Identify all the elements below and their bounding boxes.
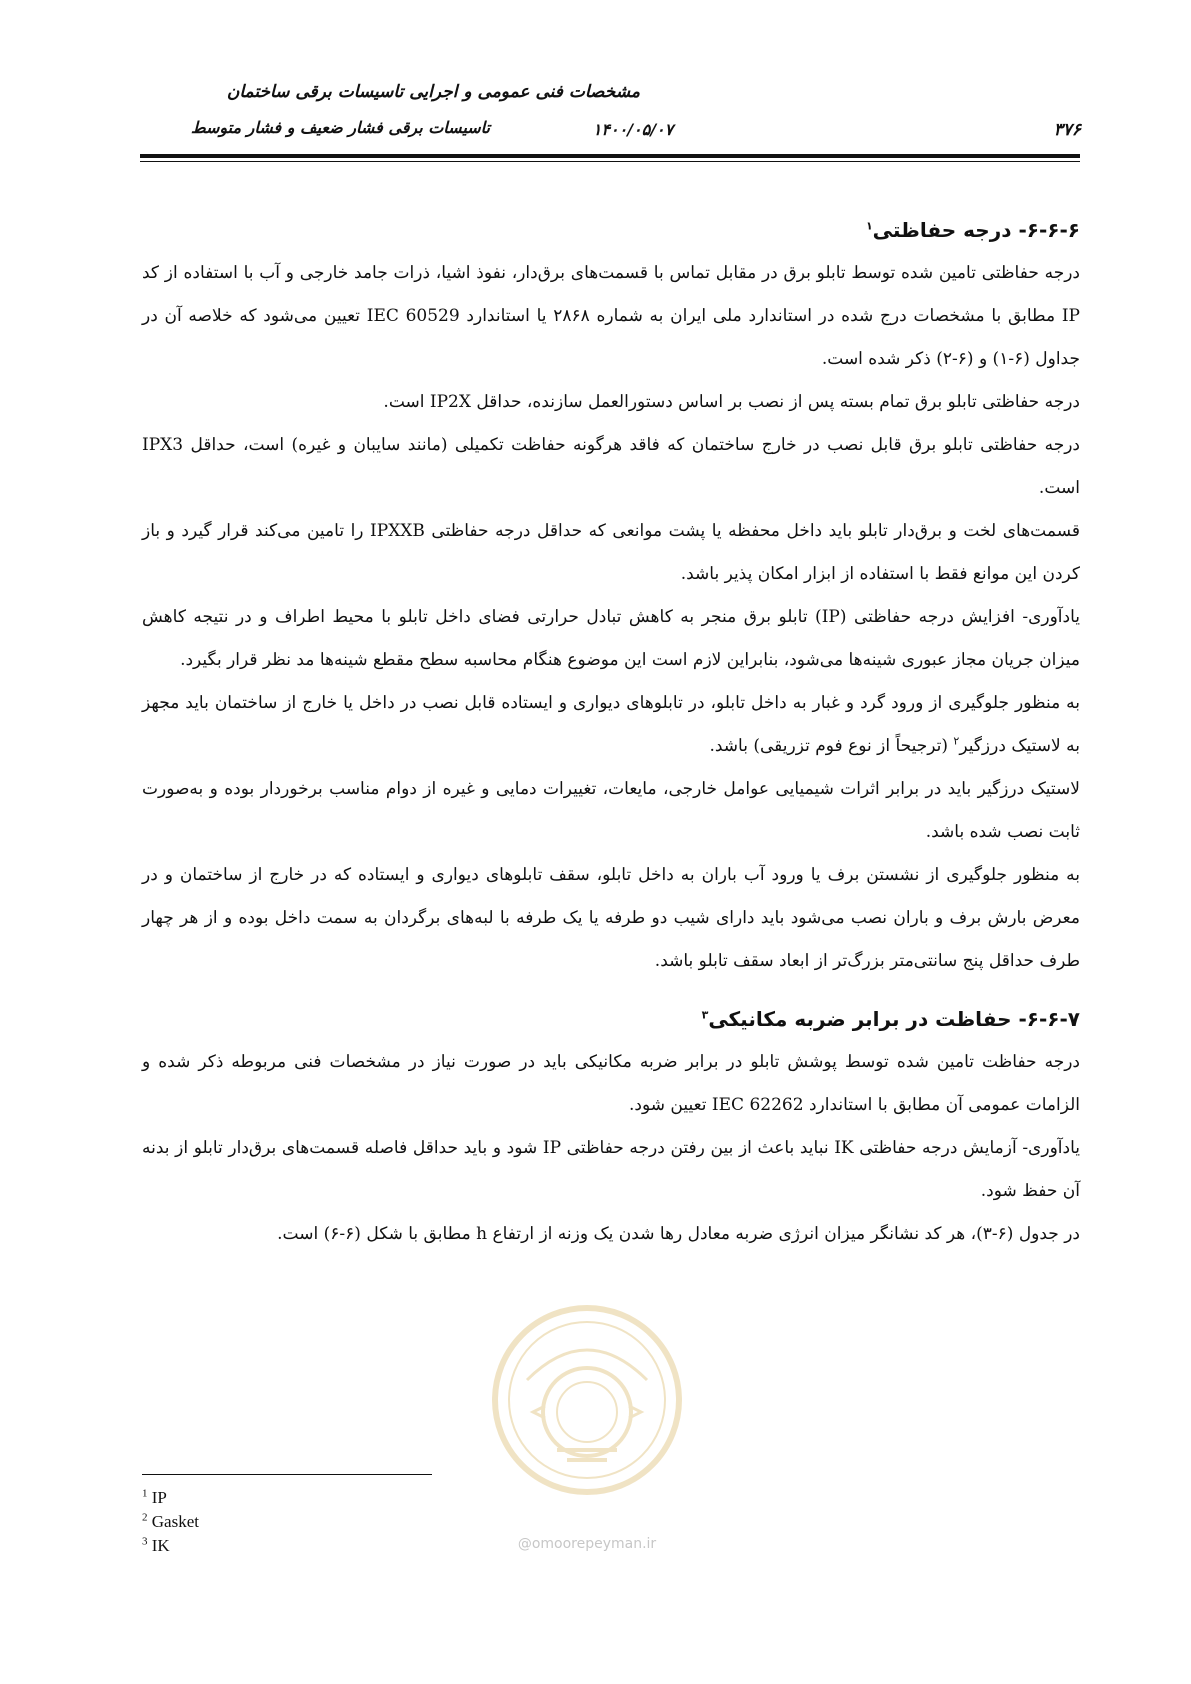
paragraph-text: به منظور جلوگیری از ورود گرد و غبار به داخل تابلو، در تابلوهای دیواری و ایستاده قابل نصب در داخل یا خارج از ساختمان باید مجهز به لاستیک درزگیر: [142, 693, 1080, 756]
footnote-item: [142, 1534, 542, 1558]
paragraph: به منظور جلوگیری از نشستن برف یا ورود آب باران به داخل تابلو، سقف تابلوهای دیواری و ایستاده که در خارج از ساختمان و در معرض بارش برف و باران نصب می‌شود باید دارای شیب دو طرفه یا یک طرفه با لبه‌های برگردان به سمت داخل بوده و از هر چهار طرف حداقل پنج سانتی‌متر بزرگ‌تر از ابعاد سقف تابلو باشد.: [142, 865, 1080, 971]
footnote-number: 2: [142, 1511, 148, 1524]
paragraph: قسمت‌های لخت و برق‌دار تابلو باید داخل محفظه یا پشت موانعی که حداقل درجه حفاظتی IPXXB را تامین می‌کند قرار گیرد و باز کردن این موانع فقط با استفاده از ابزار امکان پذیر باشد.: [142, 521, 1080, 584]
page-content: [142, 208, 1080, 1256]
paragraph: لاستیک درزگیر باید در برابر اثرات شیمیایی عوامل خارجی، مایعات، تغییرات دمایی و غیره از دوام مناسب برخوردار بوده و به‌صورت ثابت نصب شده باشد.: [142, 779, 1080, 842]
paragraph: درجه حفاظتی تابلو برق قابل نصب در خارج ساختمان که فاقد هرگونه حفاظت تکمیلی (مانند سایبان و غیره) است، حداقل IPX3 است.: [142, 435, 1080, 498]
note-paragraph: یادآوری- آزمایش درجه حفاظتی IK نباید باعث از بین رفتن درجه حفاظتی IP شود و باید حداقل فاصله قسمت‌های برق‌دار تابلو از بدنه آن حفظ شود.: [142, 1138, 1080, 1201]
seal-logo-icon: [487, 1300, 687, 1500]
paragraph: درجه حفاظتی تابلو برق تمام بسته پس از نصب بر اساس دستورالعمل سازنده، حداقل IP2X است.: [383, 392, 1080, 412]
footnote-item: [142, 1486, 542, 1510]
section-heading-protection-degree: [142, 208, 1080, 252]
footnote-text: IP: [151, 1488, 167, 1507]
paragraph: درجه حفاظت تامین شده توسط پوشش تابلو در برابر ضربه مکانیکی باید در صورت نیاز در مشخصات فنی مربوطه ذکر شده و الزامات عمومی آن مطابق با استاندارد IEC 62262 تعیین شود.: [142, 1052, 1080, 1115]
footnote-number: 3: [142, 1535, 148, 1548]
header-rule-thin: [140, 161, 1080, 162]
page-number: ۳۷۶: [1053, 120, 1081, 140]
header-date: ۱۴۰۰/۰۵/۰۷: [592, 120, 674, 139]
watermark-url: @omoorepeyman.ir: [517, 1536, 657, 1552]
paragraph-gasket: [142, 682, 1080, 768]
header-rule-thick: [140, 154, 1080, 158]
paragraph: درجه حفاظتی تامین شده توسط تابلو برق در مقابل تماس با قسمت‌های برق‌دار، نفوذ اشیا، ذرات جامد خارجی و آب با استفاده از کد IP مطابق با مشخصات درج شده در استاندارد ملی ایران به شماره ۲۸۶۸ یا استاندارد IEC 60529 تعیین می‌شود که خلاصه آن در جداول (۶-۱) و (۶-۲) ذکر شده است.: [142, 263, 1080, 369]
footnote-ref-1[interactable]: ۱: [865, 219, 873, 233]
section-heading-mechanical-impact: [142, 997, 1080, 1041]
paragraph: در جدول (۶-۳)، هر کد نشانگر میزان انرژی ضربه معادل رها شدن یک وزنه از ارتفاع h مطابق با شکل (۶-۶) است.: [277, 1224, 1080, 1244]
footnotes: [142, 1486, 542, 1558]
section-heading-text: ۶-۶-۷- حفاظت در برابر ضربه مکانیکی: [708, 1007, 1080, 1031]
note-paragraph: یادآوری- افزایش درجه حفاظتی (IP) تابلو برق منجر به کاهش تبادل حرارتی فضای داخل تابلو با محیط اطراف و در نتیجه کاهش میزان جریان مجاز عبوری شینه‌ها می‌شود، بنابراین لازم است این موضوع هنگام محاسبه سطح مقطع شینه‌ها مد نظر قرار بگیرد.: [142, 607, 1080, 670]
footnote-rule: [142, 1474, 432, 1475]
footnote-text: IK: [151, 1536, 170, 1555]
footnote-ref-2[interactable]: ۲: [953, 734, 960, 748]
footnote-number: 1: [142, 1487, 148, 1500]
footnote-text: Gasket: [151, 1512, 199, 1531]
header-subtitle: تاسیسات برقی فشار ضعیف و فشار متوسط: [190, 118, 490, 137]
footnote-ref-3[interactable]: ۳: [701, 1008, 709, 1022]
header-title: مشخصات فنی عمومی و اجرایی تاسیسات برقی ساختمان: [226, 82, 640, 102]
footnote-item: [142, 1510, 542, 1534]
section-heading-text: ۶-۶-۶- درجه حفاظتی: [872, 218, 1080, 242]
paragraph-text: (ترجیحاً از نوع فوم تزریقی) باشد.: [709, 736, 954, 756]
